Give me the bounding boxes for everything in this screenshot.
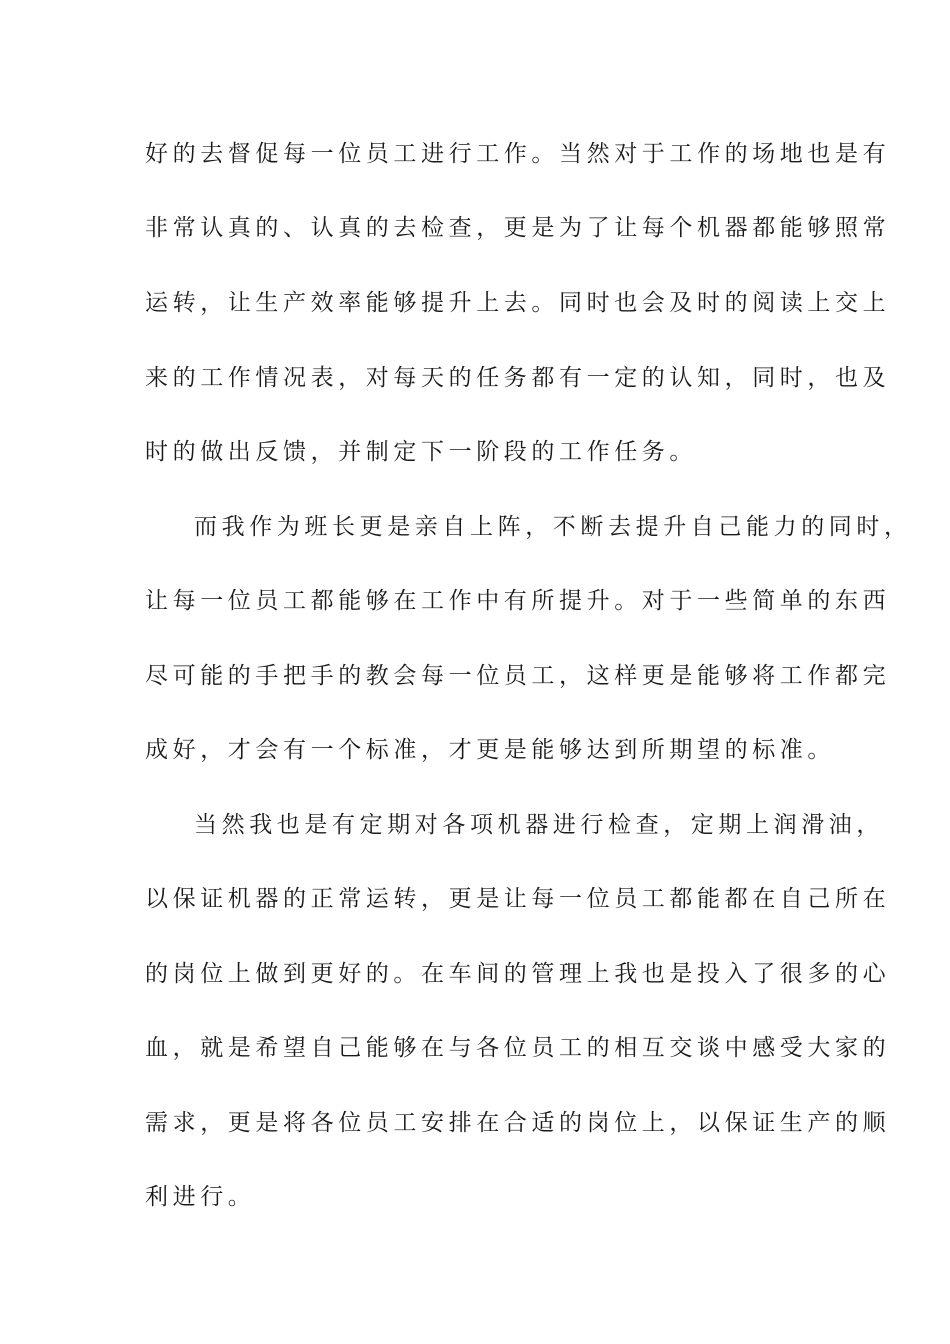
text-line: 来的工作情况表，对每天的任务都有一定的认知，同时，也及: [145, 365, 891, 391]
text-line: 非常认真的、认真的去检查，更是为了让每个机器都能够照常: [145, 215, 891, 241]
text-line: 让每一位员工都能够在工作中有所提升。对于一些简单的东西: [145, 588, 891, 614]
text-line: 尽可能的手把手的教会每一位员工，这样更是能够将工作都完: [145, 663, 891, 689]
text-line: 血，就是希望自己能够在与各位员工的相互交谈中感受大家的: [145, 1035, 891, 1061]
text-line: 成好，才会有一个标准，才更是能够达到所期望的标准。: [145, 737, 835, 763]
paragraph-first-line: 当然我也是有定期对各项机器进行检查，定期上润滑油，: [194, 812, 884, 838]
text-line: 利进行。: [145, 1184, 256, 1210]
text-line: 运转，让生产效率能够提升上去。同时也会及时的阅读上交上: [145, 290, 891, 316]
paragraph-first-line: 而我作为班长更是亲自上阵，不断去提升自己能力的同时，: [194, 514, 912, 540]
text-line: 需求，更是将各位员工安排在合适的岗位上，以保证生产的顺: [145, 1110, 891, 1136]
text-line: 好的去督促每一位员工进行工作。当然对于工作的场地也是有: [145, 141, 891, 167]
text-line: 的岗位上做到更好的。在车间的管理上我也是投入了很多的心: [145, 961, 891, 987]
text-line: 以保证机器的正常运转，更是让每一位员工都能都在自己所在: [145, 886, 891, 912]
text-line: 时的做出反馈，并制定下一阶段的工作任务。: [145, 439, 697, 465]
